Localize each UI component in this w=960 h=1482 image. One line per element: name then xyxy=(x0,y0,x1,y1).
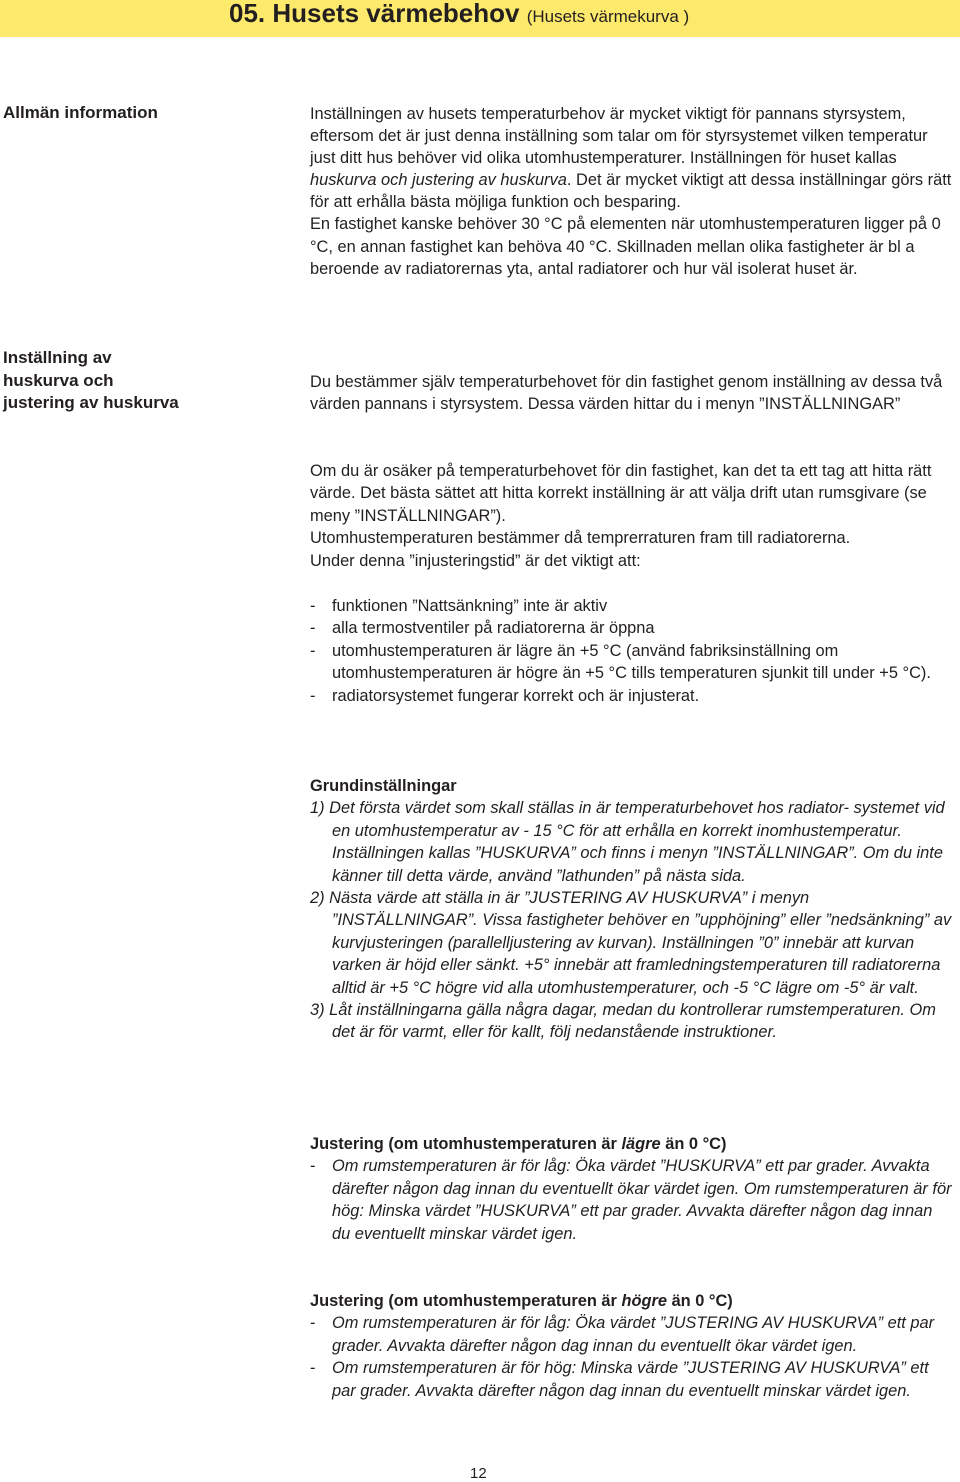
list-item: - alla termostventiler på radiatorerna är öppna xyxy=(310,619,655,638)
grund-section xyxy=(310,775,955,1044)
higher-section xyxy=(310,1290,955,1402)
section-label-general: Allmän information xyxy=(3,103,158,122)
list-item: - Om rumstemperaturen är för låg: Öka värdet ”JUSTERING AV HUSKURVA” ett par grader. Avvakta därefter någon dag innan du eventuellt ökar värdet igen. xyxy=(310,1314,935,1355)
section-label-line: justering av huskurva xyxy=(3,393,179,412)
paragraph: Om du är osäker på temperaturbehovet för din fastighet, kan det ta ett tag att hitta rätt värde. Det bästa sättet att hitta korrekt inställning är att välja drift utan rumsgivare (se meny ”INSTÄLLNINGAR”). xyxy=(310,462,932,525)
section-heading: Justering (om utomhustemperaturen är lägre än 0 °C) xyxy=(310,1135,727,1153)
page-title xyxy=(229,0,689,32)
section-label-setting xyxy=(3,347,179,415)
text-run-italic: huskurva och justering av huskurva xyxy=(310,171,567,190)
page-title-sub: (Husets värmekurva ) xyxy=(526,7,690,26)
lower-section xyxy=(310,1133,955,1245)
list-item: - Om rumstemperaturen är för låg: Öka värdet ”HUSKURVA” ett par grader. Avvakta därefter någon dag innan du eventuellt ökar värdet igen. Om rumstemperaturen är för hög: Minska värdet ”HUSKURVA” ett par grader. Avvakta därefter någon dag innan du eventuellt minskar värdet igen. xyxy=(310,1157,952,1243)
list-item: - utomhustemperaturen är lägre än +5 °C (använd fabriksinställning om utomhustemperaturen är högre än +5 °C tills temperaturen sjunkit till under +5 °C). xyxy=(310,641,931,683)
list-item: - radiatorsystemet fungerar korrekt och är injusterat. xyxy=(310,686,700,705)
section-heading: Grundinställningar xyxy=(310,777,457,795)
paragraph: Du bestämmer själv temperaturbehovet för din fastighet genom inställning av dessa två värden pannans i styrsystem. Dessa värden hittar du i menyn ”INSTÄLLNINGAR” xyxy=(310,373,943,414)
section-label-line: huskurva och xyxy=(3,370,114,390)
list-item: - Om rumstemperaturen är för hög: Minska värde ”JUSTERING AV HUSKURVA” ett par grader. Avvakta därefter någon dag innan du eventuellt minskar värdet igen. xyxy=(310,1359,929,1400)
setting-guidance xyxy=(310,460,955,572)
general-text xyxy=(310,103,955,280)
paragraph xyxy=(310,103,955,213)
text-run: Inställningen av husets temperaturbehov är mycket viktigt för pannans styrsystem, eftersom det är just denna inställning som talar om för styrsystemet vilken temperatur just ditt hus behöver vid olika utomhustemperaturer. Inställningen för huset kallas xyxy=(310,105,928,168)
paragraph: Under denna ”injusteringstid” är det viktigt att: xyxy=(310,551,641,570)
list-item: 3) Låt inställningarna gälla några dagar, medan du kontrollerar rumstemperaturen. Om det är för varmt, eller för kallt, följ nedanstående instruktioner. xyxy=(310,1001,936,1042)
conditions-list xyxy=(310,595,955,707)
paragraph: En fastighet kanske behöver 30 °C på elementen när utomhustemperaturen ligger på 0 °C, en annan fastighet kan behöva 40 °C. Skillnaden mellan olika fastigheter är bl a beroende av radiatorernas yta, antal radiatorer och hur väl isolerat huset är. xyxy=(310,215,941,278)
header-band xyxy=(0,0,960,37)
text-run: . Det är mycket viktigt att dessa inställningar görs rätt för att erhålla bästa möjliga funktion och besparing. xyxy=(310,171,952,212)
list-item: - funktionen ”Nattsänkning” inte är aktiv xyxy=(310,597,608,615)
setting-intro xyxy=(310,371,955,416)
page-title-main: 05. Husets värmebehov xyxy=(229,0,520,28)
list-item: 2) Nästa värde att ställa in är ”JUSTERING AV HUSKURVA” i menyn ”INSTÄLLNINGAR”. Vissa fastigheter behöver en ”upphöjning” eller ”nedsänkning” av kurvjusteringen (parallelljustering av kurvan). Inställningen ”0” innebär att kurvan varken är höjd eller sänkt. +5° innebär att framledningstemperaturen till radiatorerna alltid är +5 °C högre vid alla utomhustemperaturer, och -5 °C lägre om -5° är valt. xyxy=(310,889,952,997)
section-label-line: Inställning av xyxy=(3,348,112,367)
list-item: 1) Det första värdet som skall ställas in är temperaturbehovet hos radiator- systemet vid en utomhustemperatur av - 15 °C för att erhålla en korrekt inomhustemperatur. Inställningen kallas ”HUSKURVA” och finns i menyn ”INSTÄLLNINGAR”. Om du inte känner till detta värde, använd ”lathunden” på nästa sida. xyxy=(310,799,945,885)
paragraph: Utomhustemperaturen bestämmer då temprerraturen fram till radiatorerna. xyxy=(310,529,851,548)
section-heading: Justering (om utomhustemperaturen är högre än 0 °C) xyxy=(310,1292,733,1310)
page-number: 12 xyxy=(470,1465,487,1482)
